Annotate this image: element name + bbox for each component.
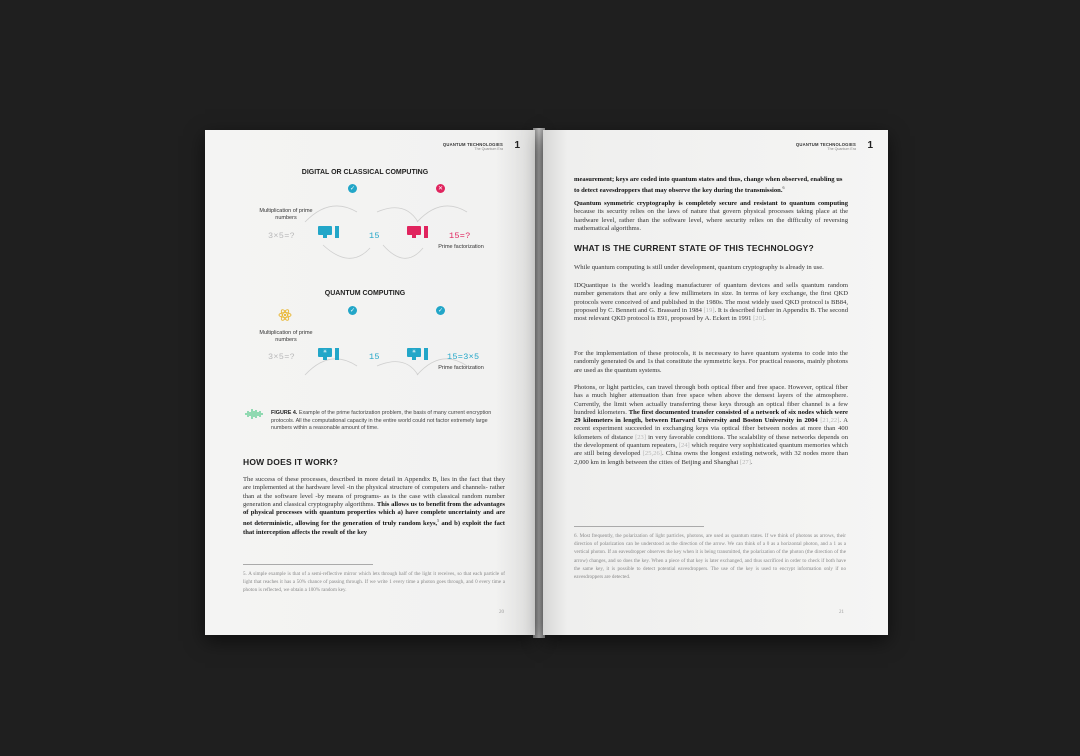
header-title: QUANTUM TECHNOLOGIES: [795, 142, 856, 147]
multiplication-label: Multiplication of prime numbers: [259, 330, 313, 343]
body-paragraph: Photons, or light particles, can travel through both optical fiber and free space. However, optical fiber has a much higher attenuation than free space when above the densest layers of the atmosphere. Currently, the limit when actually transferring these keys through an optical fiber channel is a few hundred kilometers. The first documented transfer consisted of a network of six nodes which were 29 kilometers in length, between Harvard University and Boston University in 2004 [21,22]. A recent experiment succeeded in exchanging keys via optical fiber between nodes at more than 400 kilometers of distance [23] in very favorable conditions. The scalability of these networks depends on the development of quantum repeaters, [24] which require very sophisticated quantum memories which are still being developed [25,26]. China owns the longest existing network, with 32 nodes more than 2,000 km in length between the cities of Beijing and Shanghai [27].: [574, 384, 849, 466]
classical-factorization-equation: 15=?: [449, 231, 471, 241]
page-number: 21: [839, 610, 844, 615]
classical-result: 15: [369, 231, 380, 241]
running-header: [796, 142, 856, 151]
check-icon: ✓: [437, 307, 444, 314]
section-heading: WHAT IS THE CURRENT STATE OF THIS TECHNOLOGY?: [574, 243, 814, 253]
multiplication-label: Multiplication of prime numbers: [259, 208, 313, 221]
atom-icon: [278, 308, 292, 322]
figure-label: FIGURE 4.: [271, 410, 298, 416]
computer-icon: [407, 226, 421, 238]
body-paragraph: Quantum symmetric cryptography is completely secure and resistant to quantum computing because its security relies on the laws of nature that govern physical processes taking place at the hardware level, rather than the software level, where security relies on the difficulty of reversing mathematical algorithms.: [574, 200, 848, 232]
footnote: 5. A simple example is that of a semi-reflective mirror which lets through half of the light it receives, so that each particle of light that reaches it has a 50% chance of passing through. If we write 1 every time a photon goes through, and 0 every time a photon is reflected, we obtain a 100% random key.: [243, 571, 505, 594]
page-number: 20: [499, 610, 504, 615]
cross-icon: ✕: [437, 185, 444, 192]
body-paragraph: IDQuantique is the world's leading manufacturer of quantum devices and sells quantum random number generators that are only a few millimeters in size. In terms of key exchange, the first QKD protocols were conceived of and published in the 1980s. The most widely used QKD protocol is BB84, proposed by C. Bennett and G. Brassard in 1984 [19]. It is described further in Appendix B. The second most relevant QKD protocol is E91, proposed by A. Eckert in 1991 [20].: [574, 282, 848, 323]
right-page: [543, 130, 888, 635]
classical-computing-title: DIGITAL OR CLASSICAL COMPUTING: [301, 169, 429, 176]
computer-icon: [318, 226, 332, 238]
check-icon: ✓: [349, 307, 356, 314]
header-subtitle: The Quantum Era: [827, 147, 856, 151]
footnote-rule: [243, 564, 373, 565]
header-subtitle: The Quantum Era: [474, 147, 503, 151]
chapter-number: 1: [867, 140, 873, 151]
quantum-computer-icon: ✳: [407, 348, 421, 360]
classical-diagram-arcs: [205, 130, 535, 390]
prime-factorization-label: Prime factorization: [438, 244, 484, 250]
quantum-result: 15: [369, 352, 380, 362]
footnote-rule: [574, 526, 704, 527]
body-paragraph: While quantum computing is still under development, quantum cryptography is already in use.: [574, 264, 824, 271]
quantum-factorization-equation: 15=3×5: [447, 352, 480, 362]
quantum-equation: 3×5=?: [268, 352, 296, 362]
soundwave-icon: [245, 409, 265, 419]
body-paragraph: The success of these processes, described in more detail in Appendix B, lies in the fact that they are implemented at the hardware level -in the physical structure of computers and channels- rather than at the software level -by means of programs- as is the case with classical random number generation and classical cryptography algorithms. This allows us to benefit from the advantages of physical processes with quantum properties which a) have complete uncertainty and are not deterministic, allowing for the generation of truly random keys,$^5$ and b) exploit the fact that interception affects the result of the key: [243, 476, 505, 536]
chapter-number: 1: [514, 140, 520, 151]
figure-caption-text: Example of the prime factorization problem, the basis of many current encryption protocols. All the computational capacity in the entire world could not factor extremely large numbers within a reasonable amount of time.: [271, 410, 492, 431]
left-page: [205, 130, 535, 635]
footnote: 6. Most frequently, the polarization of light particles, photons, are used as quantum states. If we think of photons as arrows, their direction of polarization can be understood as the direction of the arrow. We can think of a 0 as a horizontal photon, and a 1 as a vertical photon. If an eavesdropper observes the key when it is being transmitted, the polarization of the photon (the direction of the arrow) changes, and so does the key. When a piece of that key is later exchanged, and thus sacrificed in order to check if both have the same key, it is possible to detect potential eavesdroppers. The use of the key is used to encrypt information only if no eavesdroppers are detected.: [574, 533, 846, 581]
classical-equation: 3×5=?: [268, 231, 296, 241]
section-heading: HOW DOES IT WORK?: [243, 457, 339, 467]
header-title: QUANTUM TECHNOLOGIES: [442, 142, 503, 147]
figure-caption: [271, 410, 503, 433]
body-paragraph: For the implementation of these protocols, it is necessary to have quantum systems to code into the randomly generated 0s and 1s that constitute the symmetric keys. For practical reasons, mainly photons are used as the quantum systems.: [574, 350, 848, 374]
check-icon: ✓: [349, 185, 356, 192]
quantum-computer-icon: ✳: [318, 348, 332, 360]
quantum-computing-title: QUANTUM COMPUTING: [324, 290, 406, 297]
body-paragraph: measurement; keys are coded into quantum states and thus, change when observed, enabling us to detect eavesdroppers that may observe the key during the transmission.$^6$: [574, 176, 843, 195]
prime-factorization-label: Prime factorization: [438, 365, 484, 371]
